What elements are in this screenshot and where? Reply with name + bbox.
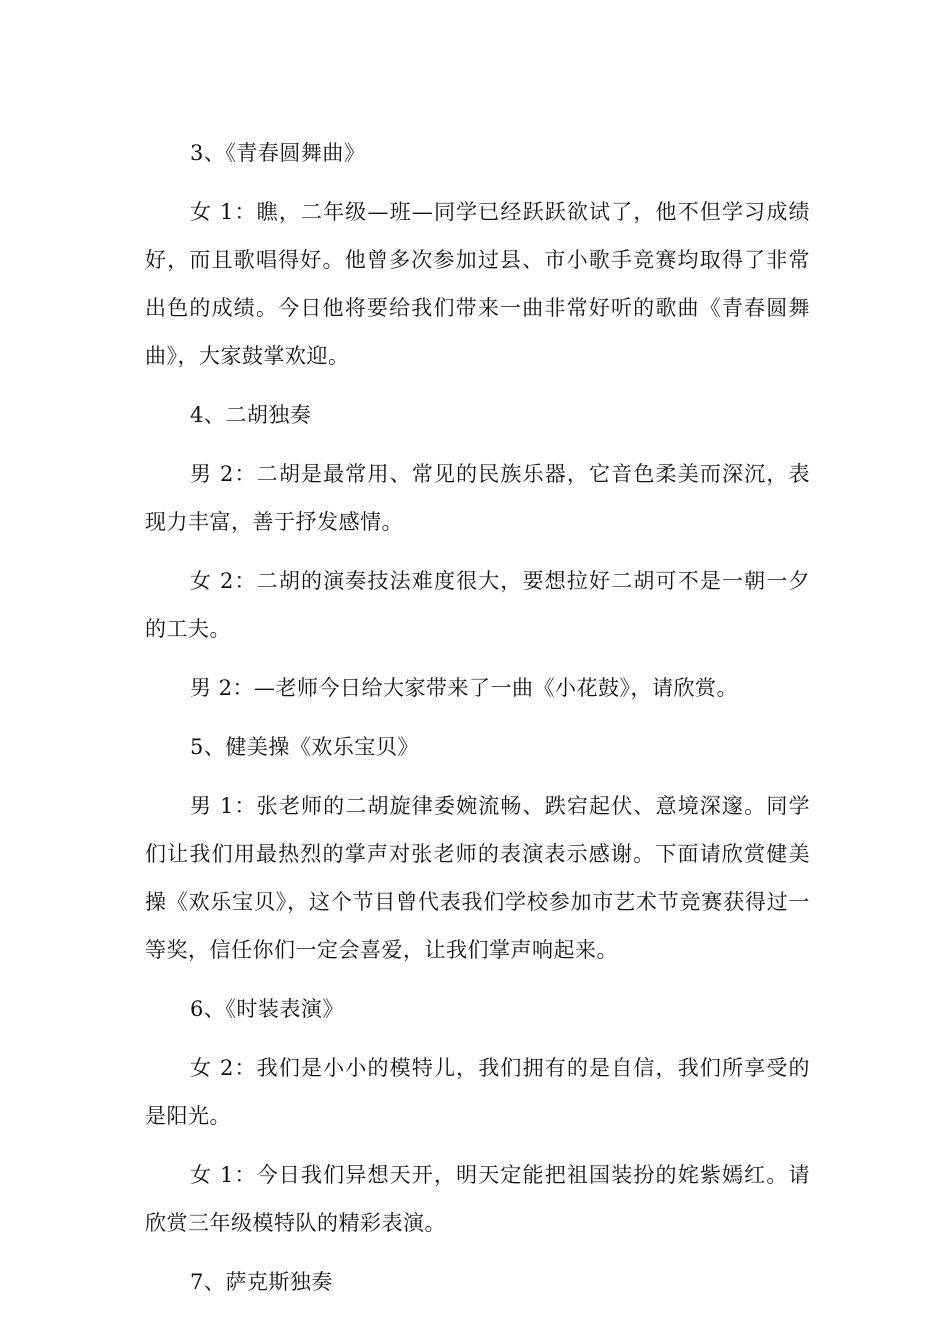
section-heading-7: 7、萨克斯独奏 <box>190 1270 333 1294</box>
section-heading-5: 5、健美操《欢乐宝贝》 <box>190 735 419 759</box>
paragraph-female2-models: 女 2：我们是小小的模特儿，我们拥有的是自信，我们所享受的是阳光。 <box>145 1056 810 1128</box>
section-heading-3: 3、《青春圆舞曲》 <box>190 141 366 165</box>
section-heading-6: 6、《时装表演》 <box>190 997 344 1021</box>
paragraph-male2-invite: 男 2：—老师今日给大家带来了一曲《小花鼓》，请欣赏。 <box>190 676 739 700</box>
document-body <box>145 129 810 1317</box>
paragraph-female2-erhu: 女 2：二胡的演奏技法难度很大，要想拉好二胡可不是一朝一夕的工夫。 <box>145 569 810 641</box>
paragraph-female1-models: 女 1：今日我们异想天开，明天定能把祖国装扮的姹紫嫣红。请欣赏三年级模特队的精彩表演。 <box>145 1163 810 1235</box>
paragraph-male1-thanks: 男 1：张老师的二胡旋律委婉流畅、跌宕起伏、意境深邃。同学们让我们用最热烈的掌声对张老师的表演表示感谢。下面请欣赏健美操《欢乐宝贝》，这个节目曾代表我们学校参加市艺术节竞赛获得过一等奖，信任你们一定会喜爱，让我们掌声响起来。 <box>145 794 810 962</box>
paragraph-male2-erhu: 男 2：二胡是最常用、常见的民族乐器，它音色柔美而深沉，表现力丰富，善于抒发感情。 <box>145 462 810 534</box>
section-heading-4: 4、二胡独奏 <box>190 403 312 427</box>
paragraph-female1-intro: 女 1：瞧，二年级—班—同学已经跃跃欲试了，他不但学习成绩好，而且歌唱得好。他曾多次参加过县、市小歌手竞赛均取得了非常出色的成绩。今日他将要给我们带来一曲非常好听的歌曲《青春圆舞曲》，大家鼓掌欢迎。 <box>145 200 810 368</box>
